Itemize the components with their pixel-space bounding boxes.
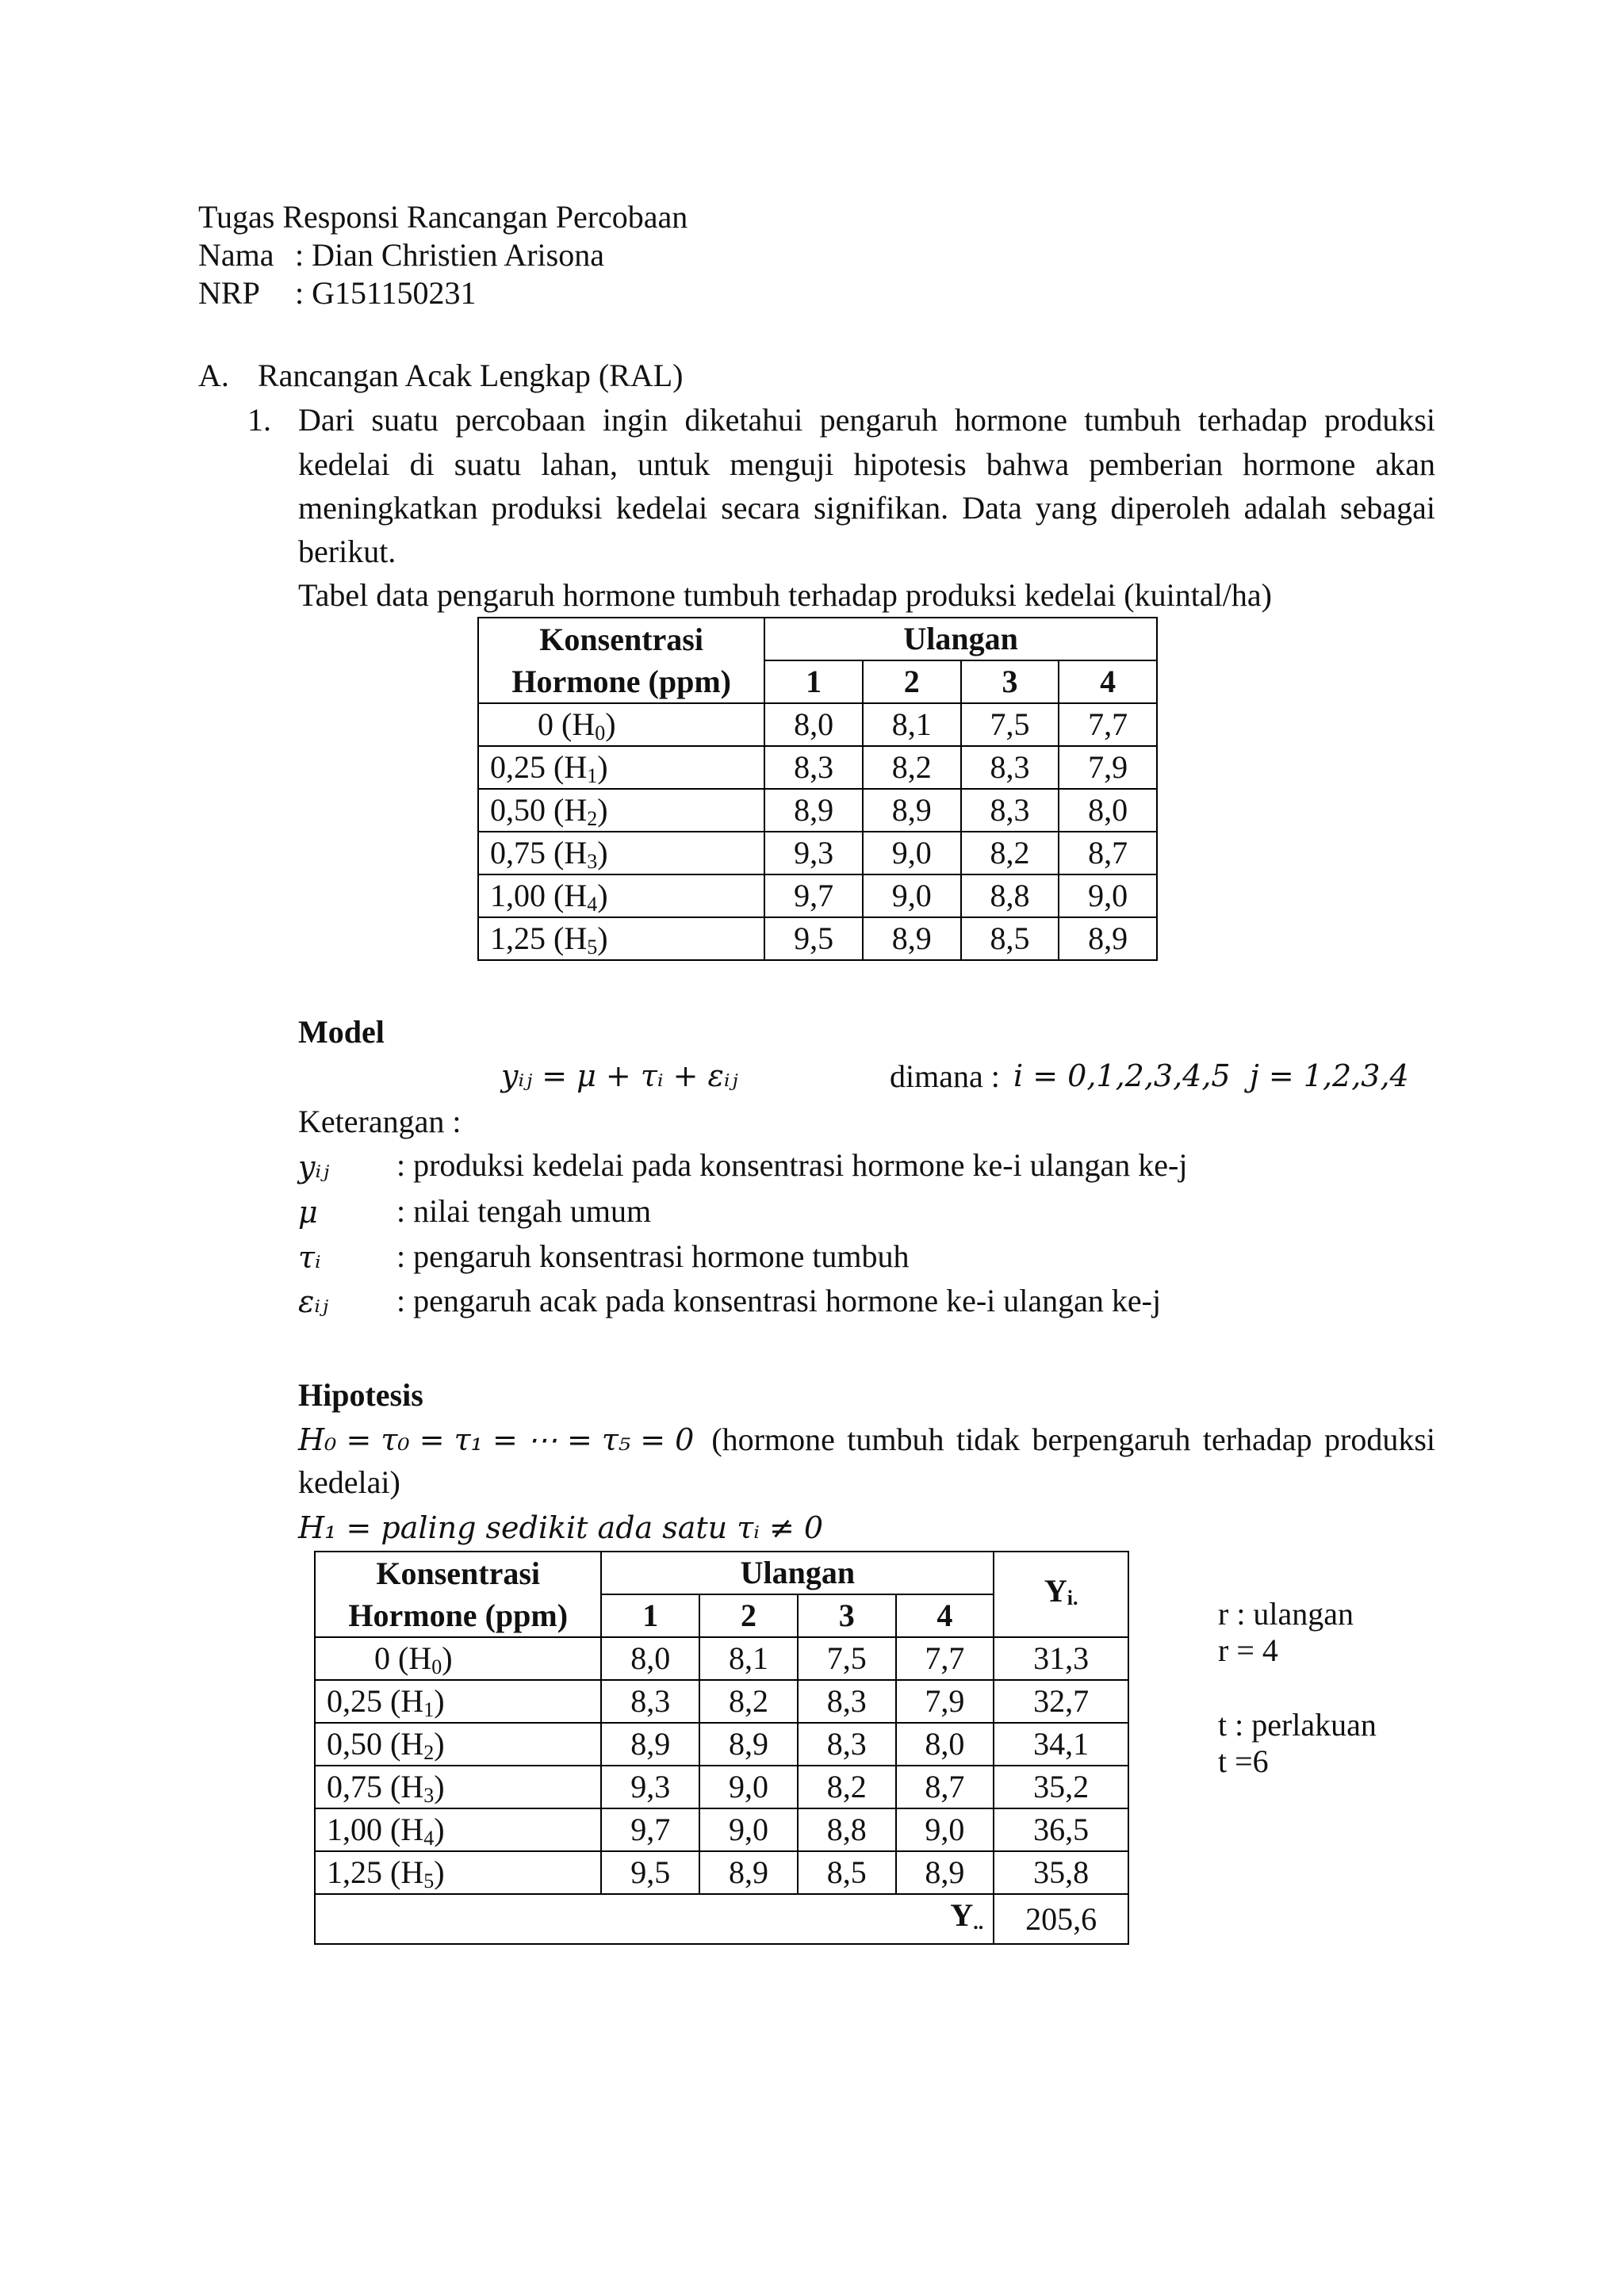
row-label: 0 $(H_0)$	[315, 1637, 601, 1680]
cell-value: 8,7	[896, 1766, 994, 1808]
cell-value: 8,3	[961, 746, 1059, 789]
cell-value: 8,3	[798, 1723, 896, 1766]
section-heading	[198, 360, 683, 392]
dimana-i: i = 0,1,2,3,4,5	[1013, 1058, 1231, 1093]
h0-line	[298, 1424, 1435, 1456]
table-header-row	[478, 618, 1157, 660]
cell-value: 9,7	[764, 874, 863, 917]
row-label: 0,75 $(H_3)$	[478, 832, 764, 874]
cell-total: 32,7	[994, 1680, 1128, 1723]
nrp-label: NRP	[198, 275, 260, 311]
cell-value: 9,5	[764, 917, 863, 960]
section-letter: A.	[198, 358, 229, 393]
cell-value: 8,3	[961, 789, 1059, 832]
header-col: 1	[764, 660, 863, 703]
cell-value: 8,0	[601, 1637, 699, 1680]
cell-value: 8,0	[764, 703, 863, 746]
header-col: 4	[1059, 660, 1157, 703]
cell-value: 8,8	[798, 1808, 896, 1851]
header-col: 4	[896, 1594, 994, 1637]
problem-line-3: meningkatkan produksi kedelai secara signifikan. Data yang diperoleh adalah sebagai	[298, 490, 1435, 526]
cell-value: 8,9	[699, 1851, 798, 1894]
cell-value: 8,2	[863, 746, 961, 789]
header-ulangan: Ulangan	[764, 618, 1157, 660]
cell-value: 9,0	[863, 832, 961, 874]
table-subheader-row	[478, 660, 1157, 703]
cell-total: 36,5	[994, 1808, 1128, 1851]
cell-value: 9,0	[699, 1766, 798, 1808]
cell-total: 35,8	[994, 1851, 1128, 1894]
cell-value: 8,7	[1059, 832, 1157, 874]
row-label: 1,25 $(H_5)$	[478, 917, 764, 960]
cell-value: 8,2	[699, 1680, 798, 1723]
nama-value: : Dian Christien Arisona	[295, 237, 604, 273]
header-hormone: Hormone (ppm)	[315, 1594, 601, 1637]
cell-value: 9,0	[896, 1808, 994, 1851]
h1-math: H₁ = paling sedikit ada satu τᵢ ≠ 0	[298, 1510, 824, 1545]
cell-total: 34,1	[994, 1723, 1128, 1766]
problem-number: 1.	[247, 402, 271, 438]
r-value: r = 4	[1218, 1632, 1278, 1668]
problem-line-4: berikut.	[298, 534, 396, 569]
symbol-yij: yᵢⱼ	[298, 1150, 330, 1184]
table-row	[478, 746, 1157, 789]
dimana-label: dimana :	[890, 1058, 1000, 1094]
cell-value: 8,0	[1059, 789, 1157, 832]
nama-label: Nama	[198, 237, 274, 273]
desc-tau: : pengaruh konsentrasi hormone tumbuh	[396, 1238, 910, 1274]
cell-value: 8,9	[896, 1851, 994, 1894]
table-row	[478, 789, 1157, 832]
cell-value: 7,7	[896, 1637, 994, 1680]
cell-value: 8,1	[699, 1637, 798, 1680]
cell-value: 9,0	[1059, 874, 1157, 917]
symbol-mu: μ	[298, 1195, 318, 1230]
table-row	[478, 874, 1157, 917]
header-col: 1	[601, 1594, 699, 1637]
grand-total-label: Y..	[315, 1894, 994, 1944]
row-label: 0,50 $(H_2)$	[315, 1723, 601, 1766]
cell-value: 8,9	[699, 1723, 798, 1766]
cell-value: 9,0	[863, 874, 961, 917]
symbol-tau: τᵢ	[298, 1240, 321, 1275]
keterangan-label: Keterangan :	[298, 1104, 462, 1139]
cell-value: 7,9	[1059, 746, 1157, 789]
cell-value: 7,7	[1059, 703, 1157, 746]
cell-value: 7,5	[961, 703, 1059, 746]
header-konsentrasi: Konsentrasi	[315, 1552, 601, 1594]
desc-mu: : nilai tengah umum	[396, 1193, 652, 1229]
cell-value: 8,9	[601, 1723, 699, 1766]
cell-value: 8,9	[1059, 917, 1157, 960]
row-label: 1,00 $(H_4)$	[478, 874, 764, 917]
r-label: r : ulangan	[1218, 1596, 1354, 1632]
data-table	[477, 617, 1158, 961]
model-equation: yᵢⱼ = μ + τᵢ + εᵢⱼ	[501, 1058, 738, 1093]
section-title: Rancangan Acak Lengkap (RAL)	[258, 358, 684, 393]
cell-value: 8,3	[764, 746, 863, 789]
problem-line-2: kedelai di suatu lahan, untuk menguji hipotesis bahwa pemberian hormone akan	[298, 446, 1435, 482]
grand-total-value: 205,6	[994, 1894, 1128, 1944]
desc-epsilon: : pengaruh acak pada konsentrasi hormone ke-i ulangan ke-j	[396, 1283, 1162, 1318]
table-row	[315, 1723, 1128, 1766]
table-row	[478, 832, 1157, 874]
cell-value: 9,0	[699, 1808, 798, 1851]
cell-value: 8,3	[601, 1680, 699, 1723]
problem-line-1: Dari suatu percobaan ingin diketahui pengaruh hormone tumbuh terhadap produksi	[298, 402, 1435, 438]
table-row	[478, 703, 1157, 746]
nrp-value: : G151150231	[295, 275, 477, 311]
header-yi: Yi.	[994, 1552, 1128, 1637]
table-row	[315, 1851, 1128, 1894]
grand-total-row	[315, 1894, 1128, 1944]
cell-value: 9,5	[601, 1851, 699, 1894]
nama-line	[198, 239, 604, 271]
cell-value: 9,3	[764, 832, 863, 874]
cell-total: 31,3	[994, 1637, 1128, 1680]
header-ulangan: Ulangan	[601, 1552, 994, 1594]
cell-value: 9,3	[601, 1766, 699, 1808]
header-konsentrasi: Konsentrasi	[478, 618, 764, 660]
header-col: 2	[699, 1594, 798, 1637]
doc-title: Tugas Responsi Rancangan Percobaan	[198, 199, 688, 235]
row-label: 0,75 $(H_3)$	[315, 1766, 601, 1808]
cell-total: 35,2	[994, 1766, 1128, 1808]
cell-value: 8,2	[961, 832, 1059, 874]
cell-value: 8,8	[961, 874, 1059, 917]
cell-value: 8,1	[863, 703, 961, 746]
row-label: 0,25 $(H_1)$	[478, 746, 764, 789]
t-label: t : perlakuan	[1218, 1707, 1377, 1743]
cell-value: 9,7	[601, 1808, 699, 1851]
header-hormone: Hormone (ppm)	[478, 660, 764, 703]
row-label: 1,25 $(H_5)$	[315, 1851, 601, 1894]
cell-value: 8,5	[798, 1851, 896, 1894]
cell-value: 8,9	[863, 917, 961, 960]
row-label: 0,50 $(H_2)$	[478, 789, 764, 832]
dimana-j: j = 1,2,3,4	[1250, 1058, 1409, 1093]
desc-yij: : produksi kedelai pada konsentrasi hormone ke-i ulangan ke-j	[396, 1147, 1188, 1183]
table-row	[478, 917, 1157, 960]
nrp-line	[198, 277, 477, 309]
cell-value: 7,9	[896, 1680, 994, 1723]
totals-table	[314, 1551, 1129, 1945]
h0-text-cont: kedelai)	[298, 1464, 400, 1500]
model-heading: Model	[298, 1014, 385, 1050]
table-caption: Tabel data pengaruh hormone tumbuh terhadap produksi kedelai (kuintal/ha)	[298, 577, 1272, 613]
cell-value: 8,2	[798, 1766, 896, 1808]
cell-value: 8,9	[863, 789, 961, 832]
header-col: 3	[798, 1594, 896, 1637]
header-col: 2	[863, 660, 961, 703]
cell-value: 7,5	[798, 1637, 896, 1680]
cell-value: 8,9	[764, 789, 863, 832]
table-row	[315, 1680, 1128, 1723]
header-col: 3	[961, 660, 1059, 703]
hipotesis-heading: Hipotesis	[298, 1377, 423, 1413]
h0-text: (hormone tumbuh tidak berpengaruh terhadap produksi	[711, 1422, 1435, 1457]
symbol-epsilon: εᵢⱼ	[298, 1284, 329, 1319]
row-label: 0,25 $(H_1)$	[315, 1680, 601, 1723]
t-value: t =6	[1218, 1743, 1269, 1779]
table-row	[315, 1637, 1128, 1680]
h0-math: H₀ = τ₀ = τ₁ = ⋯ = τ₅ = 0	[298, 1422, 695, 1457]
row-label: 1,00 $(H_4)$	[315, 1808, 601, 1851]
cell-value: 8,3	[798, 1680, 896, 1723]
table-header-row	[315, 1552, 1128, 1594]
cell-value: 8,5	[961, 917, 1059, 960]
table-row	[315, 1808, 1128, 1851]
table-row	[315, 1766, 1128, 1808]
cell-value: 8,0	[896, 1723, 994, 1766]
row-label: 0 $(H_0)$	[478, 703, 764, 746]
